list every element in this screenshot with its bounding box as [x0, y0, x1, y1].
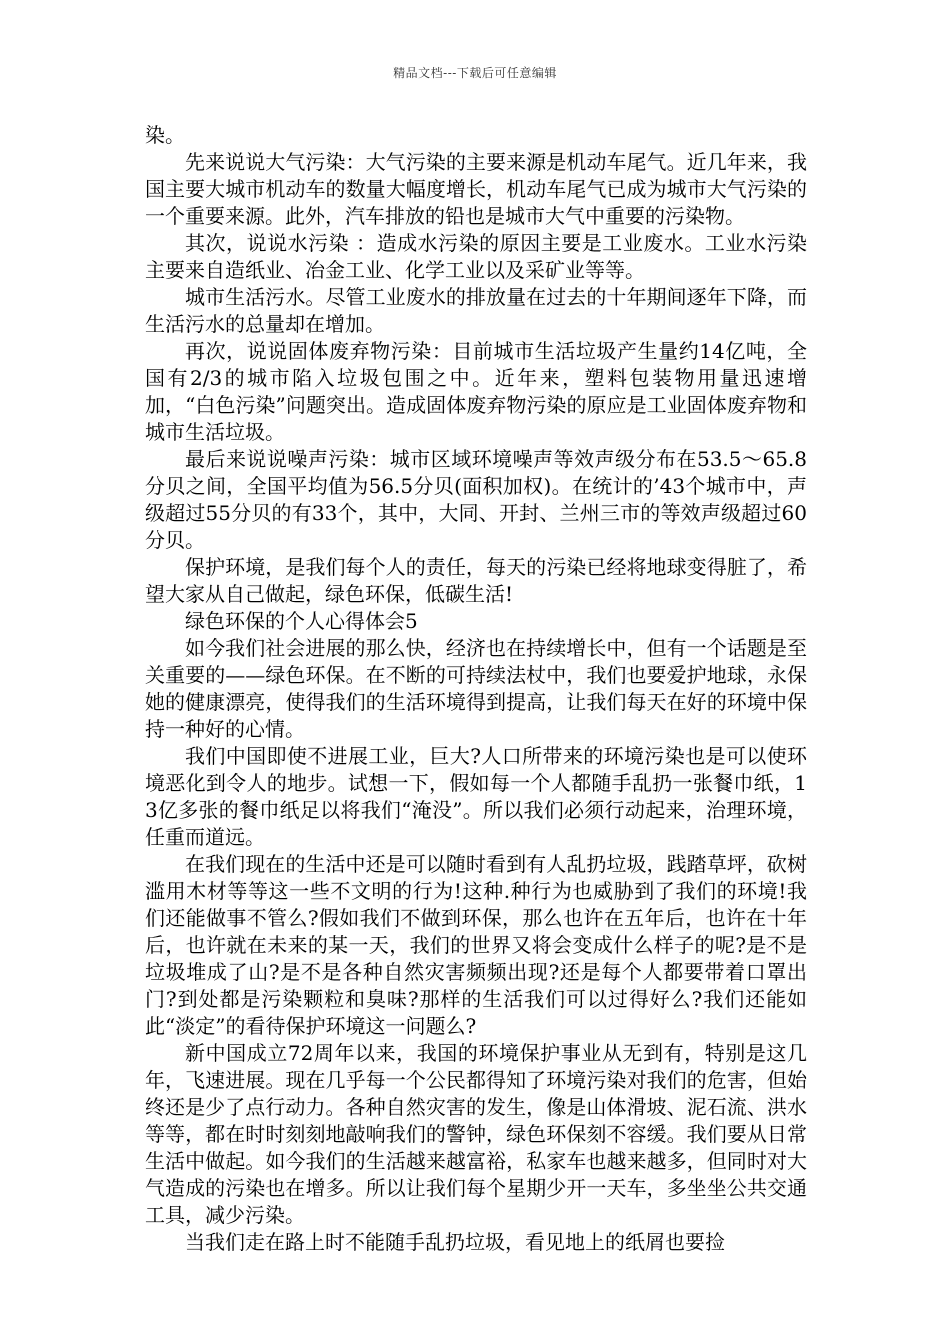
paragraph-domestic-sewage: 城市生活污水。尽管工业废水的排放量在过去的十年期间逐年下降，而生活污水的总量却在增加。 [145, 285, 807, 336]
document-body [145, 122, 807, 1256]
paragraph-intro-green: 如今我们社会进展的那么快，经济也在持续增长中，但有一个话题是至关重要的——绿色环保。在不断的可持续法杖中，我们也要爱护地球，永保她的健康漂亮，使得我们的生活环境得到提高，让我们每天在好的环境中保持一种好的心情。 [145, 636, 807, 741]
paragraph-uncivilized-behavior: 在我们现在的生活中还是可以随时看到有人乱扔垃圾，践踏草坪，砍树滥用木材等等这一些不文明的行为!这种.种行为也威胁到了我们的环境!我们还能做事不管么?假如我们不做到环保，那么也许在五年后，也许在十年后，也许就在未来的某一天，我们的世界又将会变成什么样子的呢?是不是垃圾堆成了山?是不是各种自然灾害频频出现?还是每个人都要带着口罩出门?到处都是污染颗粒和臭味?那样的生活我们可以过得好么?我们还能如此“淡定”的看待保护环境这一问题么? [145, 852, 807, 1038]
section-heading: 绿色环保的个人心得体会5 [185, 609, 418, 633]
paragraph-new-china: 新中国成立72周年以来，我国的环境保护事业从无到有，特别是这几年，飞速进展。现在几乎每一个公民都得知了环境污染对我们的危害，但始终还是少了点行动力。各种自然灾害的发生，像是山体滑坡、泥石流、洪水等等，都在时时刻刻地敲响我们的警钟，绿色环保刻不容缓。我们要从日常生活中做起。如今我们的生活越来越富裕，私家车也越来越多，但同时对大气造成的污染也在增多。所以让我们每个星期少开一天车，多坐坐公共交通工具，减少污染。 [145, 1041, 807, 1227]
page-header: 精品文档---下载后可任意编辑 [393, 66, 557, 80]
paragraph-solid-waste: 再次，说说固体废弃物污染：目前城市生活垃圾产生量约14亿吨，全国有2/3的城市陷入垃圾包围之中。近年来，塑料包装物用量迅速增加，“白色污染”问题突出。造成固体废弃物污染的原应是工业固体废弃物和城市生活垃圾。 [145, 339, 807, 444]
paragraph-population: 我们中国即使不进展工业，巨大?人口所带来的环境污染也是可以使环境恶化到令人的地步。试想一下，假如每一个人都随手乱扔一张餐巾纸，13亿多张的餐巾纸足以将我们“淹没”。所以我们必须行动起来，治理环境，任重而道远。 [145, 744, 807, 849]
paragraph-water-pollution: 其次，说说水污染 ：造成水污染的原因主要是工业废水。工业水污染主要来自造纸业、冶金工业、化学工业以及采矿业等等。 [145, 231, 807, 282]
paragraph-noise-pollution: 最后来说说噪声污染：城市区域环境噪声等效声级分布在53.5～65.8分贝之间，全国平均值为56.5分贝(面积加权)。在统计的’43个城市中，声级超过55分贝的有33个，其中，大同、开封、兰州三市的等效声级超过60分贝。 [145, 447, 807, 552]
paragraph-litter: 当我们走在路上时不能随手乱扔垃圾，看见地上的纸屑也要捡 [185, 1230, 725, 1254]
paragraph-protect-environment: 保护环境，是我们每个人的责任，每天的污染已经将地球变得脏了，希望大家从自己做起，绿色环保，低碳生活! [145, 555, 807, 606]
paragraph-continuation: 染。 [145, 123, 185, 147]
paragraph-air-pollution: 先来说说大气污染：大气污染的主要来源是机动车尾气。近几年来，我国主要大城市机动车的数量大幅度增长，机动车尾气已成为城市大气污染的一个重要来源。此外，汽车排放的铅也是城市大气中重要的污染物。 [145, 150, 807, 228]
